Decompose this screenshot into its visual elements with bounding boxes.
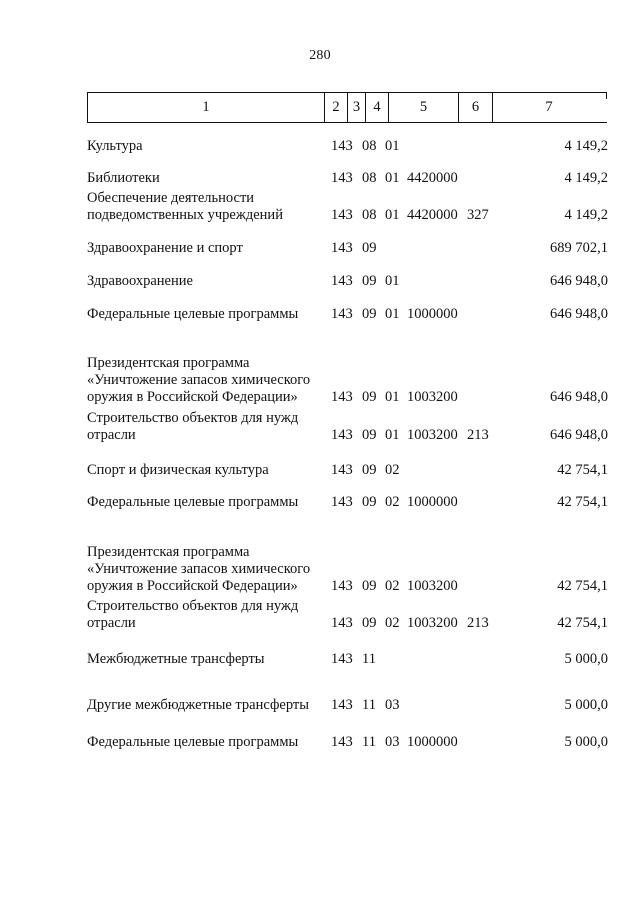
header-col-3: 3	[347, 93, 365, 122]
row-section-code: 11	[362, 734, 376, 750]
table-row	[0, 525, 640, 595]
row-section-code: 08	[362, 138, 377, 154]
row-name: Здравоохранение	[87, 273, 193, 289]
row-target-article: 1003200	[407, 389, 458, 405]
row-admin-code: 143	[331, 494, 353, 510]
row-target-article: 1000000	[407, 494, 458, 510]
row-admin-code: 143	[331, 734, 353, 750]
row-name: Федеральные целевые программы	[87, 734, 299, 750]
row-admin-code: 143	[331, 207, 353, 223]
row-subsection-code: 01	[385, 170, 400, 186]
table-row	[0, 336, 640, 406]
row-admin-code: 143	[331, 427, 353, 443]
row-admin-code: 143	[331, 138, 353, 154]
row-target-article: 1003200	[407, 578, 458, 594]
header-col-1: 1	[87, 93, 324, 122]
row-subsection-code: 01	[385, 207, 400, 223]
row-subsection-code: 01	[385, 273, 400, 289]
row-subsection-code: 02	[385, 578, 400, 594]
table-row	[0, 410, 640, 444]
row-amount: 646 948,0	[550, 427, 608, 443]
row-name: Президентская программа «Уничтожение запасов химического оружия в Российской Федерации»	[87, 544, 311, 594]
header-col-5: 5	[388, 93, 458, 122]
row-name: Культура	[87, 138, 143, 154]
table-row	[0, 237, 640, 257]
row-name: Обеспечение деятельности подведомственных учреждений	[87, 190, 283, 223]
row-amount: 42 754,1	[557, 494, 608, 510]
row-section-code: 11	[362, 697, 376, 713]
row-subsection-code: 01	[385, 138, 400, 154]
row-section-code: 09	[362, 306, 377, 322]
row-amount: 42 754,1	[557, 578, 608, 594]
row-expense-type: 327	[467, 207, 489, 223]
row-admin-code: 143	[331, 615, 353, 631]
table-row	[0, 270, 640, 290]
row-name: Президентская программа «Уничтожение запасов химического оружия в Российской Федерации»	[87, 355, 311, 405]
row-amount: 689 702,1	[550, 240, 608, 256]
table-row	[0, 491, 640, 511]
header-edge-tick	[606, 93, 607, 99]
row-section-code: 09	[362, 462, 377, 478]
row-section-code: 09	[362, 494, 377, 510]
row-section-code: 09	[362, 427, 377, 443]
row-amount: 5 000,0	[564, 697, 608, 713]
row-amount: 646 948,0	[550, 273, 608, 289]
row-name: Спорт и физическая культура	[87, 462, 269, 478]
row-section-code: 09	[362, 389, 377, 405]
row-subsection-code: 03	[385, 734, 400, 750]
row-name: Федеральные целевые программы	[87, 494, 299, 510]
row-section-code: 09	[362, 240, 377, 256]
header-col-4: 4	[365, 93, 388, 122]
row-subsection-code: 02	[385, 494, 400, 510]
row-admin-code: 143	[331, 462, 353, 478]
row-expense-type: 213	[467, 427, 489, 443]
row-admin-code: 143	[331, 306, 353, 322]
row-section-code: 08	[362, 207, 377, 223]
row-name: Другие межбюджетные трансферты	[87, 697, 309, 713]
row-admin-code: 143	[331, 240, 353, 256]
row-section-code: 09	[362, 578, 377, 594]
row-name: Библиотеки	[87, 170, 160, 186]
row-name: Межбюджетные трансферты	[87, 651, 265, 667]
row-target-article: 1000000	[407, 306, 458, 322]
row-expense-type: 213	[467, 615, 489, 631]
page-number: 280	[309, 48, 331, 63]
row-subsection-code: 02	[385, 615, 400, 631]
row-target-article: 4420000	[407, 207, 458, 223]
row-name: Федеральные целевые программы	[87, 306, 299, 322]
row-subsection-code: 01	[385, 389, 400, 405]
row-target-article: 1003200	[407, 615, 458, 631]
row-admin-code: 143	[331, 578, 353, 594]
row-subsection-code: 01	[385, 427, 400, 443]
table-row	[0, 459, 640, 479]
row-admin-code: 143	[331, 651, 353, 667]
row-amount: 646 948,0	[550, 306, 608, 322]
header-col-6: 6	[458, 93, 492, 122]
row-section-code: 09	[362, 615, 377, 631]
row-amount: 5 000,0	[564, 734, 608, 750]
table-row	[0, 598, 640, 632]
row-amount: 42 754,1	[557, 615, 608, 631]
row-amount: 5 000,0	[564, 651, 608, 667]
row-section-code: 11	[362, 651, 376, 667]
row-amount: 646 948,0	[550, 389, 608, 405]
row-amount: 4 149,2	[564, 207, 608, 223]
table-row	[0, 680, 640, 714]
row-amount: 4 149,2	[564, 170, 608, 186]
header-col-7: 7	[492, 93, 605, 122]
row-admin-code: 143	[331, 697, 353, 713]
row-admin-code: 143	[331, 389, 353, 405]
row-target-article: 1000000	[407, 734, 458, 750]
table-header	[87, 92, 607, 123]
row-target-article: 1003200	[407, 427, 458, 443]
row-amount: 4 149,2	[564, 138, 608, 154]
row-section-code: 08	[362, 170, 377, 186]
table-row	[0, 135, 640, 155]
row-subsection-code: 02	[385, 462, 400, 478]
row-section-code: 09	[362, 273, 377, 289]
table-row	[0, 648, 640, 668]
row-amount: 42 754,1	[557, 462, 608, 478]
header-col-2: 2	[324, 93, 347, 122]
row-name: Строительство объектов для нужд отрасли	[87, 410, 299, 443]
row-subsection-code: 01	[385, 306, 400, 322]
row-target-article: 4420000	[407, 170, 458, 186]
row-subsection-code: 03	[385, 697, 400, 713]
table-row	[0, 190, 640, 224]
table-row	[0, 303, 640, 323]
row-admin-code: 143	[331, 273, 353, 289]
row-name: Здравоохранение и спорт	[87, 240, 243, 256]
table-row	[0, 167, 640, 187]
table-row	[0, 731, 640, 751]
row-name: Строительство объектов для нужд отрасли	[87, 598, 299, 631]
row-admin-code: 143	[331, 170, 353, 186]
